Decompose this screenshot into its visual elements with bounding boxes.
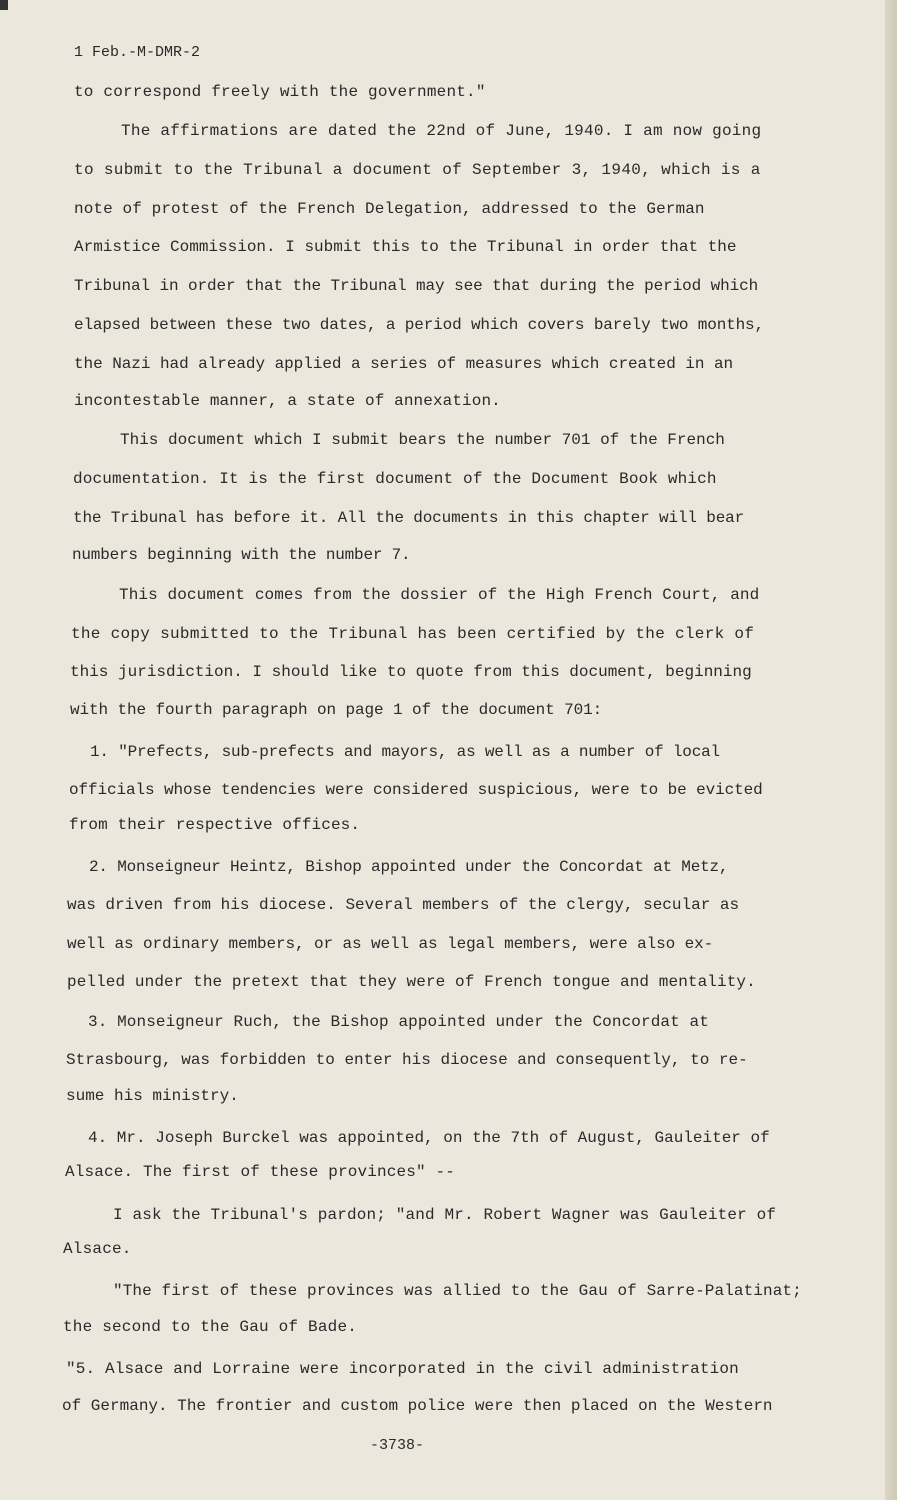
text-line: of Germany. The frontier and custom police were then placed on the Western: [62, 1397, 773, 1415]
text-line: "The first of these provinces was allied to the Gau of Sarre-Palatinat;: [113, 1282, 802, 1300]
text-line: 1. "Prefects, sub-prefects and mayors, as well as a number of local: [90, 743, 720, 761]
text-line: the Tribunal has before it. All the documents in this chapter will bear: [73, 509, 745, 527]
text-line: was driven from his diocese. Several members of the clergy, secular as: [67, 896, 740, 914]
text-line: I ask the Tribunal's pardon; "and Mr. Robert Wagner was Gauleiter of: [113, 1206, 777, 1224]
text-line: "5. Alsace and Lorraine were incorporated in the civil administration: [66, 1360, 739, 1378]
page-number: -3738-: [370, 1437, 425, 1454]
text-line: 2. Monseigneur Heintz, Bishop appointed under the Concordat at Metz,: [89, 858, 729, 876]
page-corner-mark: [0, 0, 8, 10]
text-line: elapsed between these two dates, a period which covers barely two months,: [74, 316, 764, 334]
text-line: sume his ministry.: [66, 1087, 239, 1105]
text-line: numbers beginning with the number 7.: [72, 546, 411, 564]
text-line: 3. Monseigneur Ruch, the Bishop appointed under the Concordat at: [88, 1013, 709, 1031]
text-line: documentation. It is the first document of the Document Book which: [73, 470, 717, 488]
text-line: Alsace. The first of these provinces" --: [65, 1163, 456, 1181]
page-right-edge: [885, 0, 897, 1500]
text-line: well as ordinary members, or as well as legal members, were also ex-: [67, 935, 714, 953]
text-line: Tribunal in order that the Tribunal may see that during the period which: [74, 277, 759, 295]
text-line: Strasbourg, was forbidden to enter his diocese and consequently, to re-: [66, 1051, 748, 1069]
text-line: the copy submitted to the Tribunal has been certified by the clerk of: [71, 625, 755, 643]
text-line: incontestable manner, a state of annexation.: [74, 392, 501, 410]
text-line: the second to the Gau of Bade.: [63, 1318, 358, 1336]
text-line: This document which I submit bears the number 701 of the French: [120, 431, 725, 449]
text-line: from their respective offices.: [69, 816, 361, 834]
text-line: officials whose tendencies were considered suspicious, were to be evicted: [69, 781, 763, 799]
text-line: Armistice Commission. I submit this to the Tribunal in order that the: [74, 238, 737, 256]
text-line: Alsace.: [63, 1240, 132, 1258]
text-line: to submit to the Tribunal a document of September 3, 1940, which is a: [74, 161, 761, 179]
text-line: This document comes from the dossier of the High French Court, and: [119, 586, 760, 604]
text-line: the Nazi had already applied a series of measures which created in an: [74, 355, 734, 373]
text-line: to correspond freely with the government.": [74, 83, 486, 101]
document-id: 1 Feb.-M-DMR-2: [74, 44, 201, 61]
text-line: 4. Mr. Joseph Burckel was appointed, on the 7th of August, Gauleiter of: [88, 1129, 770, 1147]
text-line: pelled under the pretext that they were of French tongue and mentality.: [67, 973, 756, 991]
text-line: this jurisdiction. I should like to quote from this document, beginning: [70, 663, 752, 681]
text-line: The affirmations are dated the 22nd of June, 1940. I am now going: [121, 122, 762, 140]
text-line: note of protest of the French Delegation, addressed to the German: [74, 200, 705, 218]
text-line: with the fourth paragraph on page 1 of the document 701:: [70, 701, 603, 719]
